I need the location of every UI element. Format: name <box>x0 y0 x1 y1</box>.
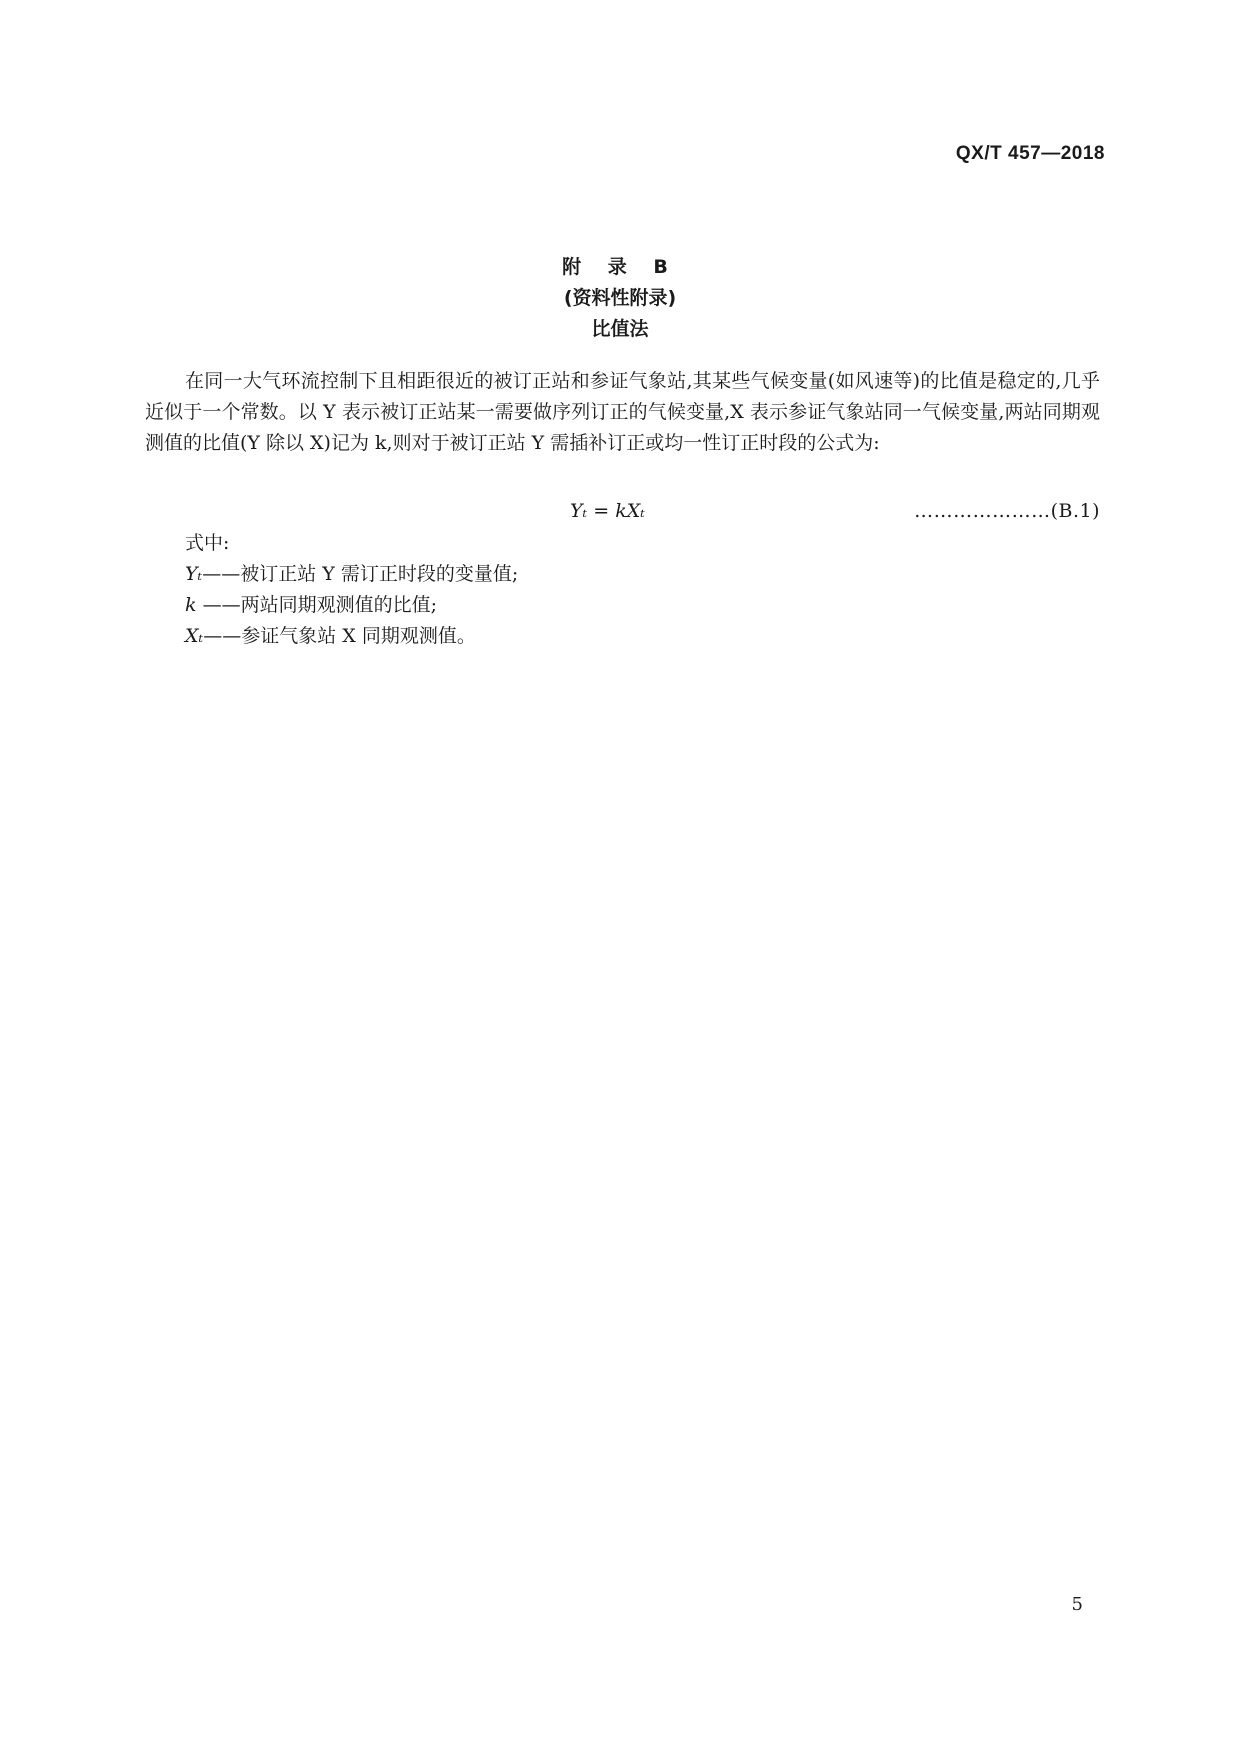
definition-text: ——两站同期观测值的比值; <box>202 594 437 616</box>
definitions-intro: 式中: <box>185 532 230 554</box>
definition-symbol: Xₜ <box>185 625 204 647</box>
appendix-title: 比值法 <box>591 318 649 340</box>
definition-item <box>185 621 1085 652</box>
definition-item <box>185 590 1085 621</box>
document-code: QX/T 457—2018 <box>955 143 1105 164</box>
formula-expression: Yₜ = kXₜ <box>570 500 645 522</box>
page-number: 5 <box>1071 1594 1083 1615</box>
appendix-label: 附 录 B <box>562 256 678 278</box>
body-text <box>145 366 1100 459</box>
definition-item <box>185 559 1085 590</box>
appendix-type: (资料性附录) <box>563 287 677 309</box>
definition-text: ——被订正站 Y 需订正时段的变量值; <box>202 563 519 585</box>
appendix-heading <box>0 252 1240 345</box>
definition-symbol: k <box>185 594 203 616</box>
formula-number: …………………(B.1) <box>914 500 1100 522</box>
definition-symbol: Yₜ <box>185 563 203 585</box>
body-paragraph: 在同一大气环流控制下且相距很近的被订正站和参证气象站,其某些气候变量(如风速等)的比值是稳定的,几乎近似于一个常数。以 Y 表示被订正站某一需要做序列订正的气候变量,X 表示参证气象站同一气候变量,两站同期观测值的比值(Y 除以 X)记为 k,则对于被订正站 Y 需插补订正或均一性订正时段的公式为: <box>145 370 1100 454</box>
definitions-block <box>185 528 1085 652</box>
definition-text: ——参证气象站 X 同期观测值。 <box>203 625 476 647</box>
formula-row <box>145 496 1100 527</box>
